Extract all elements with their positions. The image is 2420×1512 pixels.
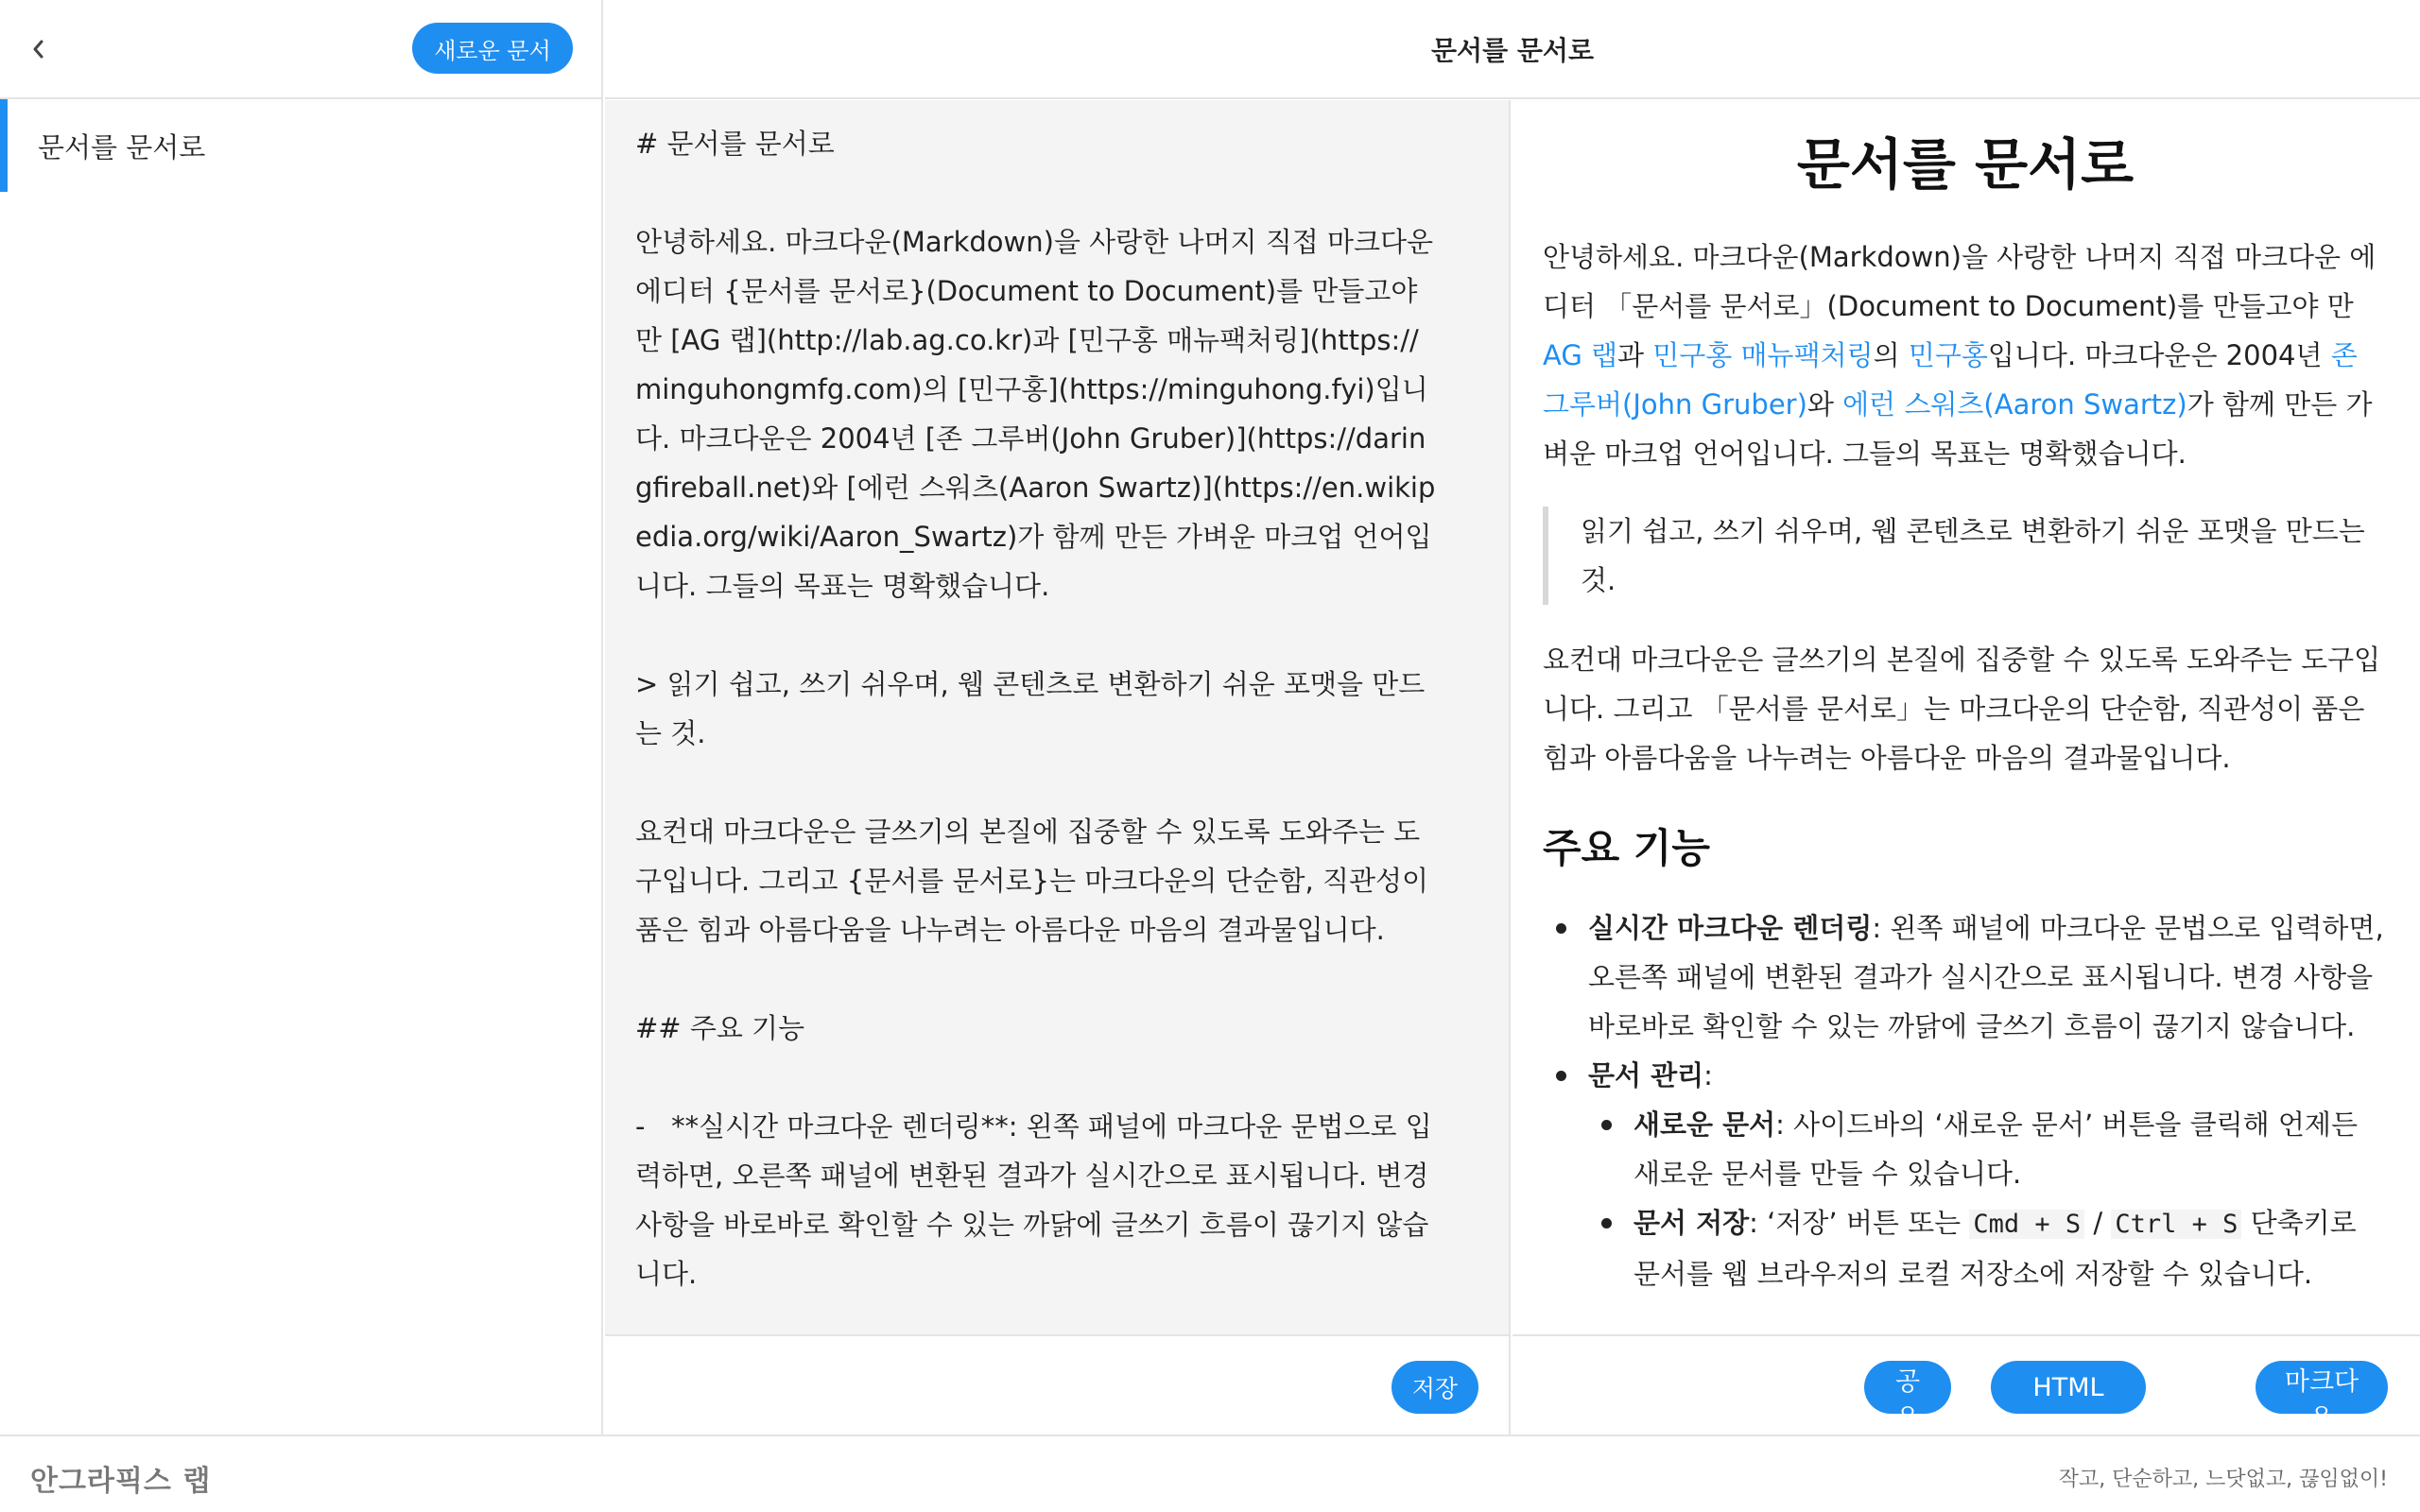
preview-text: 과: [1617, 339, 1653, 371]
ag-lab-logo[interactable]: 안그라픽스 랩: [30, 1465, 212, 1498]
preview-text: 입니다. 마크다운은 2004년: [1987, 339, 2331, 371]
preview-text: 와: [1806, 388, 1843, 421]
preview-link-minguhong[interactable]: 민구홍: [1908, 339, 1988, 371]
feature-title: 새로운 문서: [1634, 1108, 1776, 1141]
feature-title: 문서 관리: [1588, 1059, 1704, 1091]
preview-footer: [1512, 1334, 2420, 1435]
list-item: [1588, 1100, 2388, 1198]
document-header: [605, 0, 2420, 99]
feature-desc: : ‘저장’ 버튼 또는: [1749, 1207, 1970, 1239]
new-document-button[interactable]: 새로운 문서: [412, 23, 573, 74]
preview-link-john-gruber[interactable]: 존 그루버(John Gruber): [1543, 339, 2358, 421]
feature-desc: :: [1703, 1059, 1713, 1091]
sidebar-header: [0, 0, 601, 99]
editor-footer: [605, 1334, 1511, 1435]
feature-desc: : 사이드바의 ‘새로운 문서’ 버튼을 클릭해 언제든 새로운 문서를 만들 수 있습니다.: [1634, 1108, 2358, 1190]
tagline: 작고, 단순하고, 느닷없고, 끊임없이!: [2058, 1468, 2388, 1491]
shortcut-code: Ctrl + S: [2111, 1210, 2241, 1239]
feature-desc: /: [2084, 1207, 2112, 1239]
list-item: [1543, 1051, 2388, 1298]
feature-desc: : 왼쪽 패널에 마크다운 문법으로 입력하면, 오른쪽 패널에 변환된 결과가 실시간으로 표시됩니다. 변경 사항을 바로바로 확인할 수 있는 까닭에 글쓰기 흐름이 끊기지 않습니다.: [1588, 912, 2384, 1042]
preview-paragraph-summary: 요컨대 마크다운은 글쓰기의 본질에 집중할 수 있도록 도와주는 도구입니다. 그리고 「문서를 문서로」는 마크다운의 단순함, 직관성이 품은 힘과 아름다움을 나누려는 아름다운 마음의 결과물입니다.: [1543, 644, 2381, 774]
markdown-editor-text[interactable]: # 문서를 문서로 안녕하세요. 마크다운(Markdown)을 사랑한 나머지 직접 마크다운 에디터 {문서를 문서로}(Document to Document)를 만들고야 만 [AG 랩](http://lab.ag.co.kr)과 [민구홍 매뉴팩처링](https://minguhongmfg.com)의 [민구홍](https://minguhong.fyi)입니다. 마크다운은 2004년 [존 그루버(John Gruber)](https://daringfireball.net)와 [에런 스워츠(Aaron Swartz)](https://en.wikipedia.org/wiki/Aaron_Swartz)가 함께 만든 가벼운 마크업 언어입니다. 그들의 목표는 명확했습니다. > 읽기 쉽고, 쓰기 쉬우며, 웹 콘텐츠로 변환하기 쉬운 포맷을 만드는 것. 요컨대 마크다운은 글쓰기의 본질에 집중할 수 있도록 도와주는 도구입니다. 그리고 {문서를 문서로}는 마크다운의 단순함, 직관성이 품은 힘과 아름다움을 나누려는 아름다운 마음의 결과물입니다. ## 주요 기능 - **실시간 마크다운 렌더링**: 왼쪽 패널에 마크다운 문법으로 입력하면, 오른쪽 패널에 변환된 결과가 실시간으로 표시됩니다. 변경 사항을 바로바로 확인할 수 있는 까닭에 글쓰기 흐름이 끊기지 않습니다.: [635, 128, 1436, 1290]
preview-paragraph-intro: [1543, 232, 2388, 478]
save-button[interactable]: 저장: [1392, 1361, 1478, 1414]
sidebar-doc-item-label: 문서를 문서로: [38, 130, 206, 163]
feature-title: 문서 저장: [1634, 1207, 1750, 1239]
markdown-editor[interactable]: [605, 100, 1511, 1334]
preview-heading-2: 주요 기능: [1543, 825, 1710, 871]
export-markdown-button[interactable]: 마크다운: [2256, 1361, 2388, 1414]
list-item: [1588, 1198, 2388, 1298]
bottom-bar: [0, 1435, 2420, 1512]
preview-link-ag-lab[interactable]: AG 랩: [1543, 339, 1618, 371]
sub-feature-list: [1588, 1100, 2388, 1298]
markdown-preview: [1512, 100, 2420, 1334]
export-html-button[interactable]: HTML: [1991, 1361, 2146, 1414]
preview-blockquote: 읽기 쉽고, 쓰기 쉬우며, 웹 콘텐츠로 변환하기 쉬운 포맷을 만드는 것.: [1543, 507, 2388, 605]
shortcut-code: Cmd + S: [1969, 1210, 2084, 1239]
chevron-left-icon[interactable]: [26, 34, 49, 64]
share-button[interactable]: 공유: [1864, 1361, 1951, 1414]
sidebar: [0, 0, 603, 1435]
sidebar-doc-item[interactable]: [0, 99, 601, 192]
preview-link-minguhong-mfg[interactable]: 민구홍 매뉴팩처링: [1652, 339, 1874, 371]
preview-text: 안녕하세요. 마크다운(Markdown)을 사랑한 나머지 직접 마크다운 에디터 「문서를 문서로」(Document to Document)를 만들고야 만: [1543, 241, 2377, 322]
list-item: [1543, 903, 2388, 1051]
preview-link-aaron-swartz[interactable]: 에런 스워츠(Aaron Swartz): [1842, 388, 2187, 421]
preview-text: 의: [1873, 339, 1909, 371]
document-title[interactable]: 문서를 문서로: [1430, 34, 1595, 66]
preview-heading-1: 문서를 문서로: [1796, 132, 2135, 197]
preview-text: 가 함께 만든 가벼운 마크업 언어입니다. 그들의 목표는 명확했습니다.: [1543, 388, 2373, 470]
feature-desc: 단축키로 문서를 웹 브라우저의 로컬 저장소에 저장할 수 있습니다.: [1634, 1207, 2357, 1290]
feature-title: 실시간 마크다운 렌더링: [1588, 912, 1873, 944]
feature-list: [1543, 903, 2388, 1298]
